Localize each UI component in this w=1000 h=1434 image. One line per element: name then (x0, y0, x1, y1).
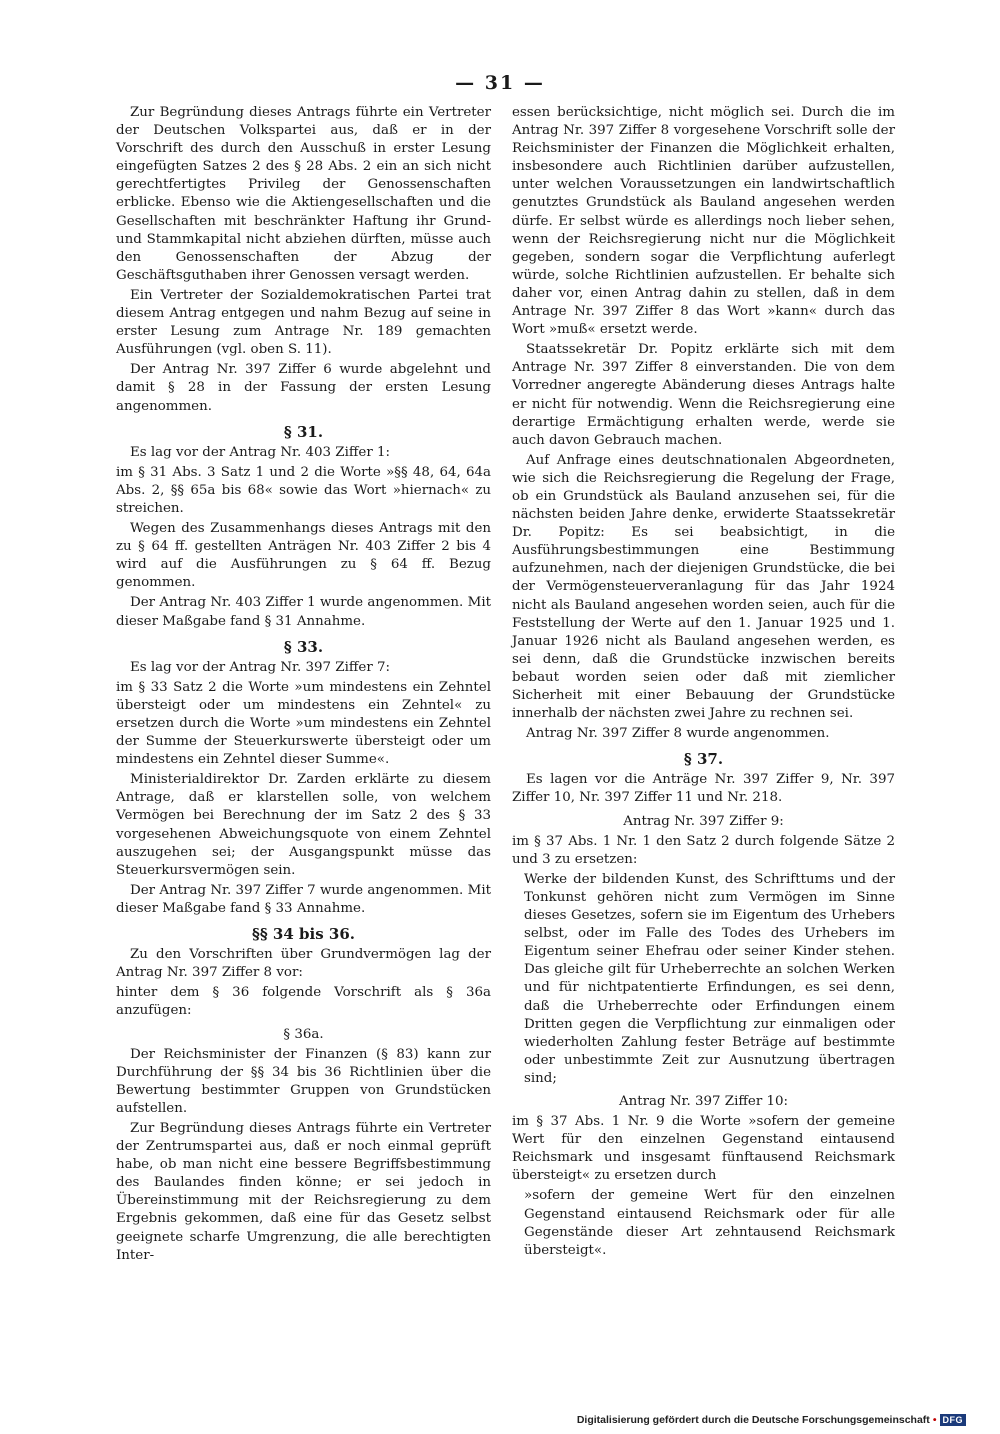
section-heading: § 31. (283, 422, 324, 441)
section-heading: §§ 34 bis 36. (252, 925, 355, 944)
paragraph: im § 37 Abs. 1 Nr. 9 die Worte »sofern der gemeine Wert für den einzelnen Gegenstand eintausend Reichsmark und insgesamt fünftausend Reichsmark übersteigt« zu ersetzen durch (512, 1114, 895, 1184)
paragraph: hinter dem § 36 folgende Vorschrift als § 36a anzufügen: (116, 985, 491, 1019)
subheading: § 36a. (283, 1026, 324, 1042)
digitization-footer (577, 1414, 966, 1426)
paragraph: Der Reichsminister der Finanzen (§ 83) kann zur Durchführung der §§ 34 bis 36 Richtlinien über die Bewertung bestimmter Gruppen von Grundstücken aufstellen. (116, 1046, 491, 1116)
paragraph: im § 31 Abs. 3 Satz 1 und 2 die Worte »§§ 48, 64, 64a Abs. 2, §§ 65a bis 68« sowie das Wort »hiernach« zu streichen. (116, 464, 491, 516)
section-heading: § 37. (683, 750, 724, 769)
paragraph: Auf Anfrage eines deutschnationalen Abgeordneten, wie sich die Reichsregierung die Regelung der Frage, ob ein Grundstück als Bauland anzusehen sei, für die nächsten beiden Jahre denke, erwiderte Staatssekretär Dr. Popitz: Es sei beabsichtigt, in die Ausführungsbestimmungen eine Bestimmung aufzunehmen, nach der diejenigen Grundstücke, die bei der Vermögensteuerveranlagung für das Jahr 1924 nicht als Bauland angesehen worden seien, auch für die Feststellung der Werte auf den 1. Januar 1925 und 1. Januar 1926 nicht als Bauland angesehen werden, es sei denn, daß die Grundstücke inzwischen bereits bebaut worden seien oder daß mit ziemlicher Sicherheit mit einer Bebauung der Grundstücke innerhalb der nächsten zwei Jahre zu rechnen sei. (512, 452, 895, 722)
paragraph: Zur Begründung dieses Antrags führte ein Vertreter der Zentrumspartei aus, daß er noch einmal geprüft habe, ob man nicht eine bessere Begriffsbestimmung des Baulandes finden könne; er sei jedoch in Übereinstimmung mit der Reichsregierung zu dem Ergebnis gekommen, daß eine für das Gesetz selbst geeignete scharfe Umgrenzung, die alle berechtigten Inter- (116, 1120, 491, 1263)
paragraph: Es lagen vor die Anträge Nr. 397 Ziffer 9, Nr. 397 Ziffer 10, Nr. 397 Ziffer 11 und Nr. 218. (512, 772, 895, 806)
section-heading: § 33. (283, 637, 324, 656)
paragraph: Staatssekretär Dr. Popitz erklärte sich mit dem Antrage Nr. 397 Ziffer 8 einverstanden. Die von dem Vorredner angeregte Abänderung dieses Antrags halte er nicht für notwendig. Wenn die Reichsregierung eine derartige Ermächtigung erhalten werde, werde sie auch davon Gebrauch machen. (512, 342, 895, 448)
paragraph: Der Antrag Nr. 403 Ziffer 1 wurde angenommen. Mit dieser Maßgabe fand § 31 Annahme. (116, 595, 491, 629)
subheading: Antrag Nr. 397 Ziffer 9: (623, 813, 784, 829)
paragraph: Der Antrag Nr. 397 Ziffer 6 wurde abgelehnt und damit § 28 in der Fassung der ersten Lesung angenommen. (116, 362, 491, 414)
paragraph: Es lag vor der Antrag Nr. 403 Ziffer 1: (130, 444, 391, 460)
footer-separator: • (932, 1414, 937, 1426)
page-number: — 31 — (455, 72, 545, 94)
paragraph: im § 37 Abs. 1 Nr. 1 den Satz 2 durch folgende Sätze 2 und 3 zu ersetzen: (512, 833, 895, 867)
footer-text: Digitalisierung gefördert durch die Deutsche Forschungsgemeinschaft (576, 1414, 930, 1426)
paragraph: im § 33 Satz 2 die Worte »um mindestens ein Zehntel übersteigt oder um mindestens ein Zehntel« zu ersetzen durch die Worte »um mindestens ein Zehntel der Summe der Steuerkurswerte übersteigt oder um mindestens ein Zehntel dieser Summe«. (116, 679, 491, 768)
paragraph: Der Antrag Nr. 397 Ziffer 7 wurde angenommen. Mit dieser Maßgabe fand § 33 Annahme. (116, 882, 491, 916)
paragraph: Zur Begründung dieses Antrags führte ein Vertreter der Deutschen Volkspartei aus, daß er in der Vorschrift des durch den Ausschuß in erster Lesung eingefügten Satzes 2 des § 28 Abs. 2 ein an sich nicht gerechtfertigtes Privileg der Genossenschaften erblicke. Ebenso wie die Aktiengesellschaften und die Gesellschaften mit beschränkter Haftung ihr Grund- und Stammkapital nicht abziehen dürften, müsse auch den Genossenschaften der Abzug der Geschäftsguthaben ihrer Genossen versagt werden. (116, 105, 491, 283)
paragraph: Es lag vor der Antrag Nr. 397 Ziffer 7: (130, 659, 391, 675)
paragraph: essen berücksichtige, nicht möglich sei. Durch die im Antrag Nr. 397 Ziffer 8 vorgesehene Vorschrift solle der Reichsminister der Finanzen die Möglichkeit erhalten, insbesondere auch Richtlinien darüber aufzustellen, unter welchen Voraussetzungen ein landwirtschaftlich genutztes Grundstück als Bauland angesehen werden dürfe. Er selbst würde es allerdings noch lieber sehen, wenn der Reichsregierung nicht nur die Möglichkeit gegeben, sondern sogar die Verpflichtung auferlegt würde, solche Richtlinien aufzustellen. Er behalte sich daher vor, einen Antrag dahin zu stellen, daß in dem Antrage Nr. 397 Ziffer 8 das Wort »kann« durch das Wort »muß« ersetzt werde. (512, 105, 895, 338)
dfg-logo: DFG (940, 1414, 967, 1426)
paragraph: Wegen des Zusammenhangs dieses Antrags mit den zu § 64 ff. gestellten Anträgen Nr. 403 Ziffer 2 bis 4 wird auf die Ausführungen zu § 64 ff. Bezug genommen. (116, 521, 491, 591)
subheading: Antrag Nr. 397 Ziffer 10: (618, 1093, 789, 1109)
paragraph: Antrag Nr. 397 Ziffer 8 wurde angenommen. (526, 726, 830, 742)
right-column (512, 104, 895, 1262)
paragraph: Ministerialdirektor Dr. Zarden erklärte zu diesem Antrage, daß er klarstellen solle, von welchem Vermögen bei Berechnung der im Satz 2 des § 33 vorgesehenen Abweichungsquote von einem Zehntel auszugehen sei; der Ausgangspunkt müsse das Steuerkursvermögen sein. (116, 772, 491, 878)
quoted-provision: Werke der bildenden Kunst, des Schrifttums und der Tonkunst gehören nicht zum Vermögen im Sinne dieses Gesetzes, sofern sie im Eigentum des Urhebers selbst, oder im Falle des Todes des Urhebers im Eigentum seiner Ehefrau oder seiner Kinder stehen. Das gleiche gilt für Urheberrechte an solchen Werken und für nichtpatentierte Erfindungen, es sei denn, daß die Urheberrechte oder Erfindungen einem Dritten gegen die Verpflichtung zur einmaligen oder wiederholten Zahlung fester Beträge auf bestimmte oder unbestimmte Zeit zur Ausnutzung übertragen sind; (524, 871, 895, 1086)
paragraph: Zu den Vorschriften über Grundvermögen lag der Antrag Nr. 397 Ziffer 8 vor: (116, 947, 491, 981)
quoted-provision: »sofern der gemeine Wert für den einzelnen Gegenstand eintausend Reichsmark oder für alle Gegenstände dieser Art zehntausend Reichsmark übersteigt«. (524, 1188, 895, 1258)
paragraph: Ein Vertreter der Sozialdemokratischen Partei trat diesem Antrag entgegen und nahm Bezug auf seine in erster Lesung zum Antrage Nr. 189 gemachten Ausführungen (vgl. oben S. 11). (116, 287, 491, 358)
left-column (116, 104, 491, 1267)
